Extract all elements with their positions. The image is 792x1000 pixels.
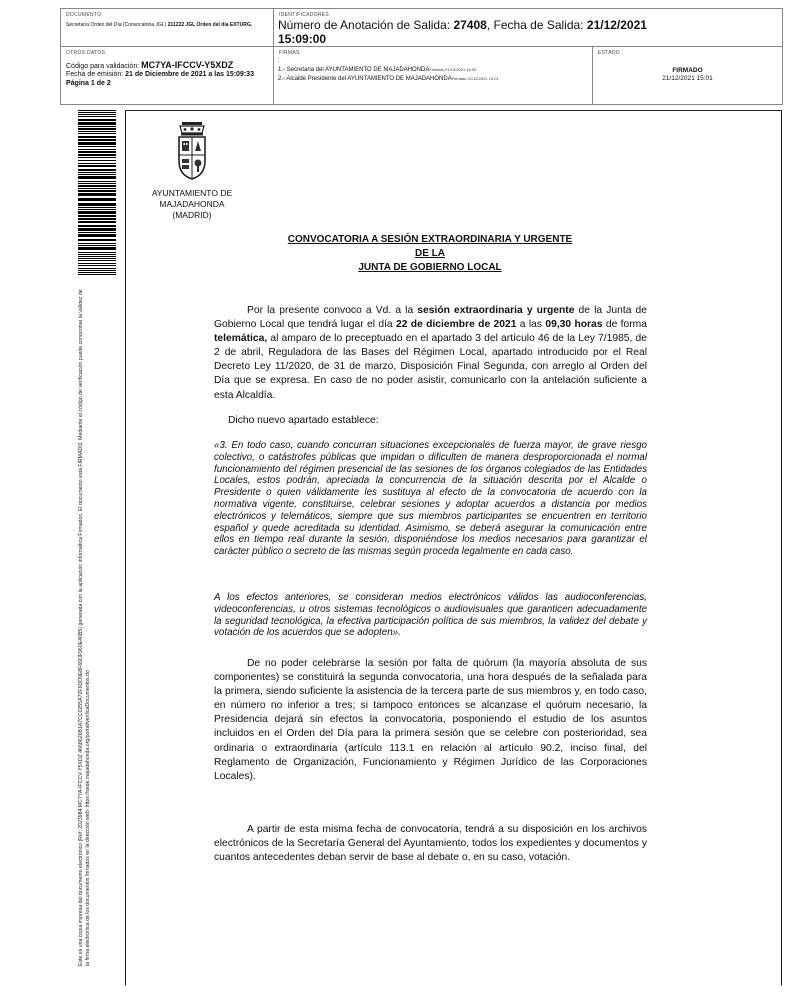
p3-text: De no poder celebrarse la sesión por falta de quórum (la mayoría absoluta de sus componentes) se constituirá la segunda convocatoria, una hora después de la señalada para la primera, siendo suficiente la asistencia de la tercera parte de sus miembros y, en todo caso, en número no inferior a tres; si tampoco entonces se alcanzase el quórum necesario, la Presidencia dejará sin efectos la convocatoria, posponiendo el estudio de los asuntos incluidos en el Orden del Día para la primera sesión que se celebre con posterioridad, sea ordinaria o extraordinaria (artículo 113.1 en relación al artículo 90.2, inciso final, del Reglamento de Organización, Funcionamiento y Régimen Jurídico de las Corporaciones Locales).: [214, 658, 647, 782]
estado-label: ESTADO: [598, 50, 620, 56]
ident-number: 27408: [453, 18, 487, 32]
paragraph-apartado: Dicho nuevo apartado establece:: [228, 415, 379, 426]
paragraph-quorum: [214, 657, 647, 784]
firmas-label: FIRMAS: [279, 50, 300, 56]
identificadores-label: IDENTIFICADORES: [279, 12, 330, 18]
ident-prefix: Número de Anotación de Salida:: [278, 18, 454, 32]
title-line-1: CONVOCATORIA A SESIÓN EXTRAORDINARIA Y URGENTE: [287, 234, 573, 245]
emission-value: 21 de Diciembre de 2021 a las 15:09:33: [125, 71, 254, 78]
firma-2-text: 2.- Alcalde Presidente del AYUNTAMIENTO DE MAJADAHONDA: [278, 76, 452, 82]
documento-text: [66, 22, 256, 29]
ayuntamiento-line-2: MAJADAHONDA: [159, 199, 225, 209]
verification-side-text: Este es una copia impresa del documento electrónico (Ref: 2023984 MC7YA-IFCCV-Y5XDZ 4668626B1A7CC0255A72F6DD9E8F66DF960E46B5) generada con la aplicación informática Firmadoc. El documento está FIRMADO. Mediante el código de verificación puede comprobar la validez de la firma electrónica de los documentos firmados en la dirección web: https://sede.majadahonda.org/portal/verificaDocumentos.do: [78, 289, 91, 966]
documento-label: DOCUMENTO: [66, 12, 102, 18]
firma-1-text: 1.- Secretaria del AYUNTAMIENTO DE MAJADAHONDA: [278, 67, 430, 73]
page-info: Página 1 de 2: [66, 80, 111, 87]
ayuntamiento-name: [138, 188, 246, 221]
title-line-2: DE LA: [415, 248, 445, 259]
quote-efectos: A los efectos anteriores, se consideran medios electrónicos válidos las audioconferencias, videoconferencias, u otros sistemas tecnológicos o audiovisuales que garanticen adecuadamente la seguridad tecnológica, la efectiva participación política de sus miembros, la validez del debate y votación de los acuerdos que se adopten».: [214, 592, 647, 639]
estado-cell: [593, 47, 782, 104]
firma-2: [278, 76, 499, 82]
otros-datos-cell: [61, 47, 274, 104]
document-header-table: [60, 8, 783, 105]
ident-mid: , Fecha de Salida:: [486, 18, 587, 32]
p4-text: A partir de esta misma fecha de convocatoria, tendrá a su disposición en los archivos electrónicos de la Secretaría General del Ayuntamiento, todos los expedientes y documentos y cuantos antecedentes deban servir de base al debate o, en su caso, votación.: [214, 824, 647, 864]
ayuntamiento-line-1: AYUNTAMIENTO DE: [151, 188, 233, 198]
document-title: [250, 233, 610, 275]
emission-label: Fecha de emisión:: [66, 71, 126, 78]
firma-2-date: Firmado 21/12/2021 15:01: [451, 76, 499, 81]
title-line-3: JUNTA DE GOBIERNO LOCAL: [358, 262, 502, 273]
p1-g: de forma: [602, 319, 647, 331]
documento-text-b: 211222 JGL Orden del día EXTURG.: [167, 22, 253, 28]
paragraph-archivos: [214, 823, 647, 865]
estado-value: FIRMADO: [672, 67, 703, 74]
estado-date: 21/12/2021 15:01: [662, 75, 713, 82]
firmas-cell: [274, 47, 593, 104]
documento-cell: [61, 9, 274, 47]
documento-text-a: Secretaría Orden del Día (Convocatoria JGL): [66, 22, 168, 28]
paragraph-convocatoria: [214, 304, 647, 403]
p1-f: 09,30 horas: [545, 319, 603, 331]
p1-h: telemática,: [214, 333, 268, 345]
ident-date: 21/12/2021: [586, 18, 647, 32]
firma-1: [278, 67, 476, 73]
emission-date-line: [66, 71, 254, 78]
firmas-colon: :: [278, 58, 280, 64]
anotacion-salida: [278, 18, 678, 46]
barcode-image: [78, 110, 116, 275]
identificadores-cell: [274, 9, 782, 47]
p1-d: 22 de diciembre de 2021: [396, 319, 517, 331]
validation-code: MC7YA-IFCCV-Y5XDZ: [141, 60, 234, 70]
p1-b: sesión extraordinaria y urgente: [417, 305, 575, 316]
ident-time: 15:09:00: [278, 32, 327, 46]
quote-apartado-3: «3. En todo caso, cuando concurran situaciones excepcionales de fuerza mayor, de grave riesgo colectivo, o catástrofes públicas que impidan o dificulten de manera desproporcionada el normal funcionamiento del régimen presencial de las sesiones de los órganos colegiados de las Entidades Locales, estos podrán, apreciada la concurrencia de la situación descrita por el Alcalde o Presidente o quien válidamente les sustituya al efecto de la convocatoria de acuerdo con la normativa vigente, constituirse, celebrar sesiones y adoptar acuerdos a distancia por medios electrónicos y telemáticos, siempre que sus miembros participantes se encuentren en territorio español y quede acreditada su identidad. Asimismo, se deberá asegurar la comunicación entre ellos en tiempo real durante la sesión, disponiéndose los medios necesarios para garantizar el carácter público o secreto de las mismas según proceda legalmente en cada caso.: [214, 440, 647, 558]
p1-c: de la Junta de Gobierno Local que tendrá lugar el día: [214, 305, 647, 331]
coat-of-arms-icon: [173, 121, 211, 183]
p1-a: Por la presente convoco a Vd. a la: [247, 305, 418, 316]
ayuntamiento-line-3: (MADRID): [172, 210, 212, 220]
validation-code-line: [66, 60, 233, 70]
validation-label: Código para validación:: [66, 63, 142, 70]
otros-datos-label: OTROS DATOS: [66, 50, 106, 56]
p1-i: al amparo de lo preceptuado en el apartado 3 del artículo 46 de la Ley 7/1985, de 2 de abril, Reguladora de las Bases del Régimen Local, apartado introducido por el Real Decreto Ley 11/2020, de 31 de marzo, Disposición Final Segunda, con arreglo al Orden del Día que se expresa. En caso de no poder asistir, comunicarlo con la antelación suficiente a esta Alcaldía.: [214, 333, 647, 401]
firma-1-date: Firmado 21/12/2021 14:30: [429, 67, 477, 72]
p1-e: a las: [516, 319, 546, 331]
